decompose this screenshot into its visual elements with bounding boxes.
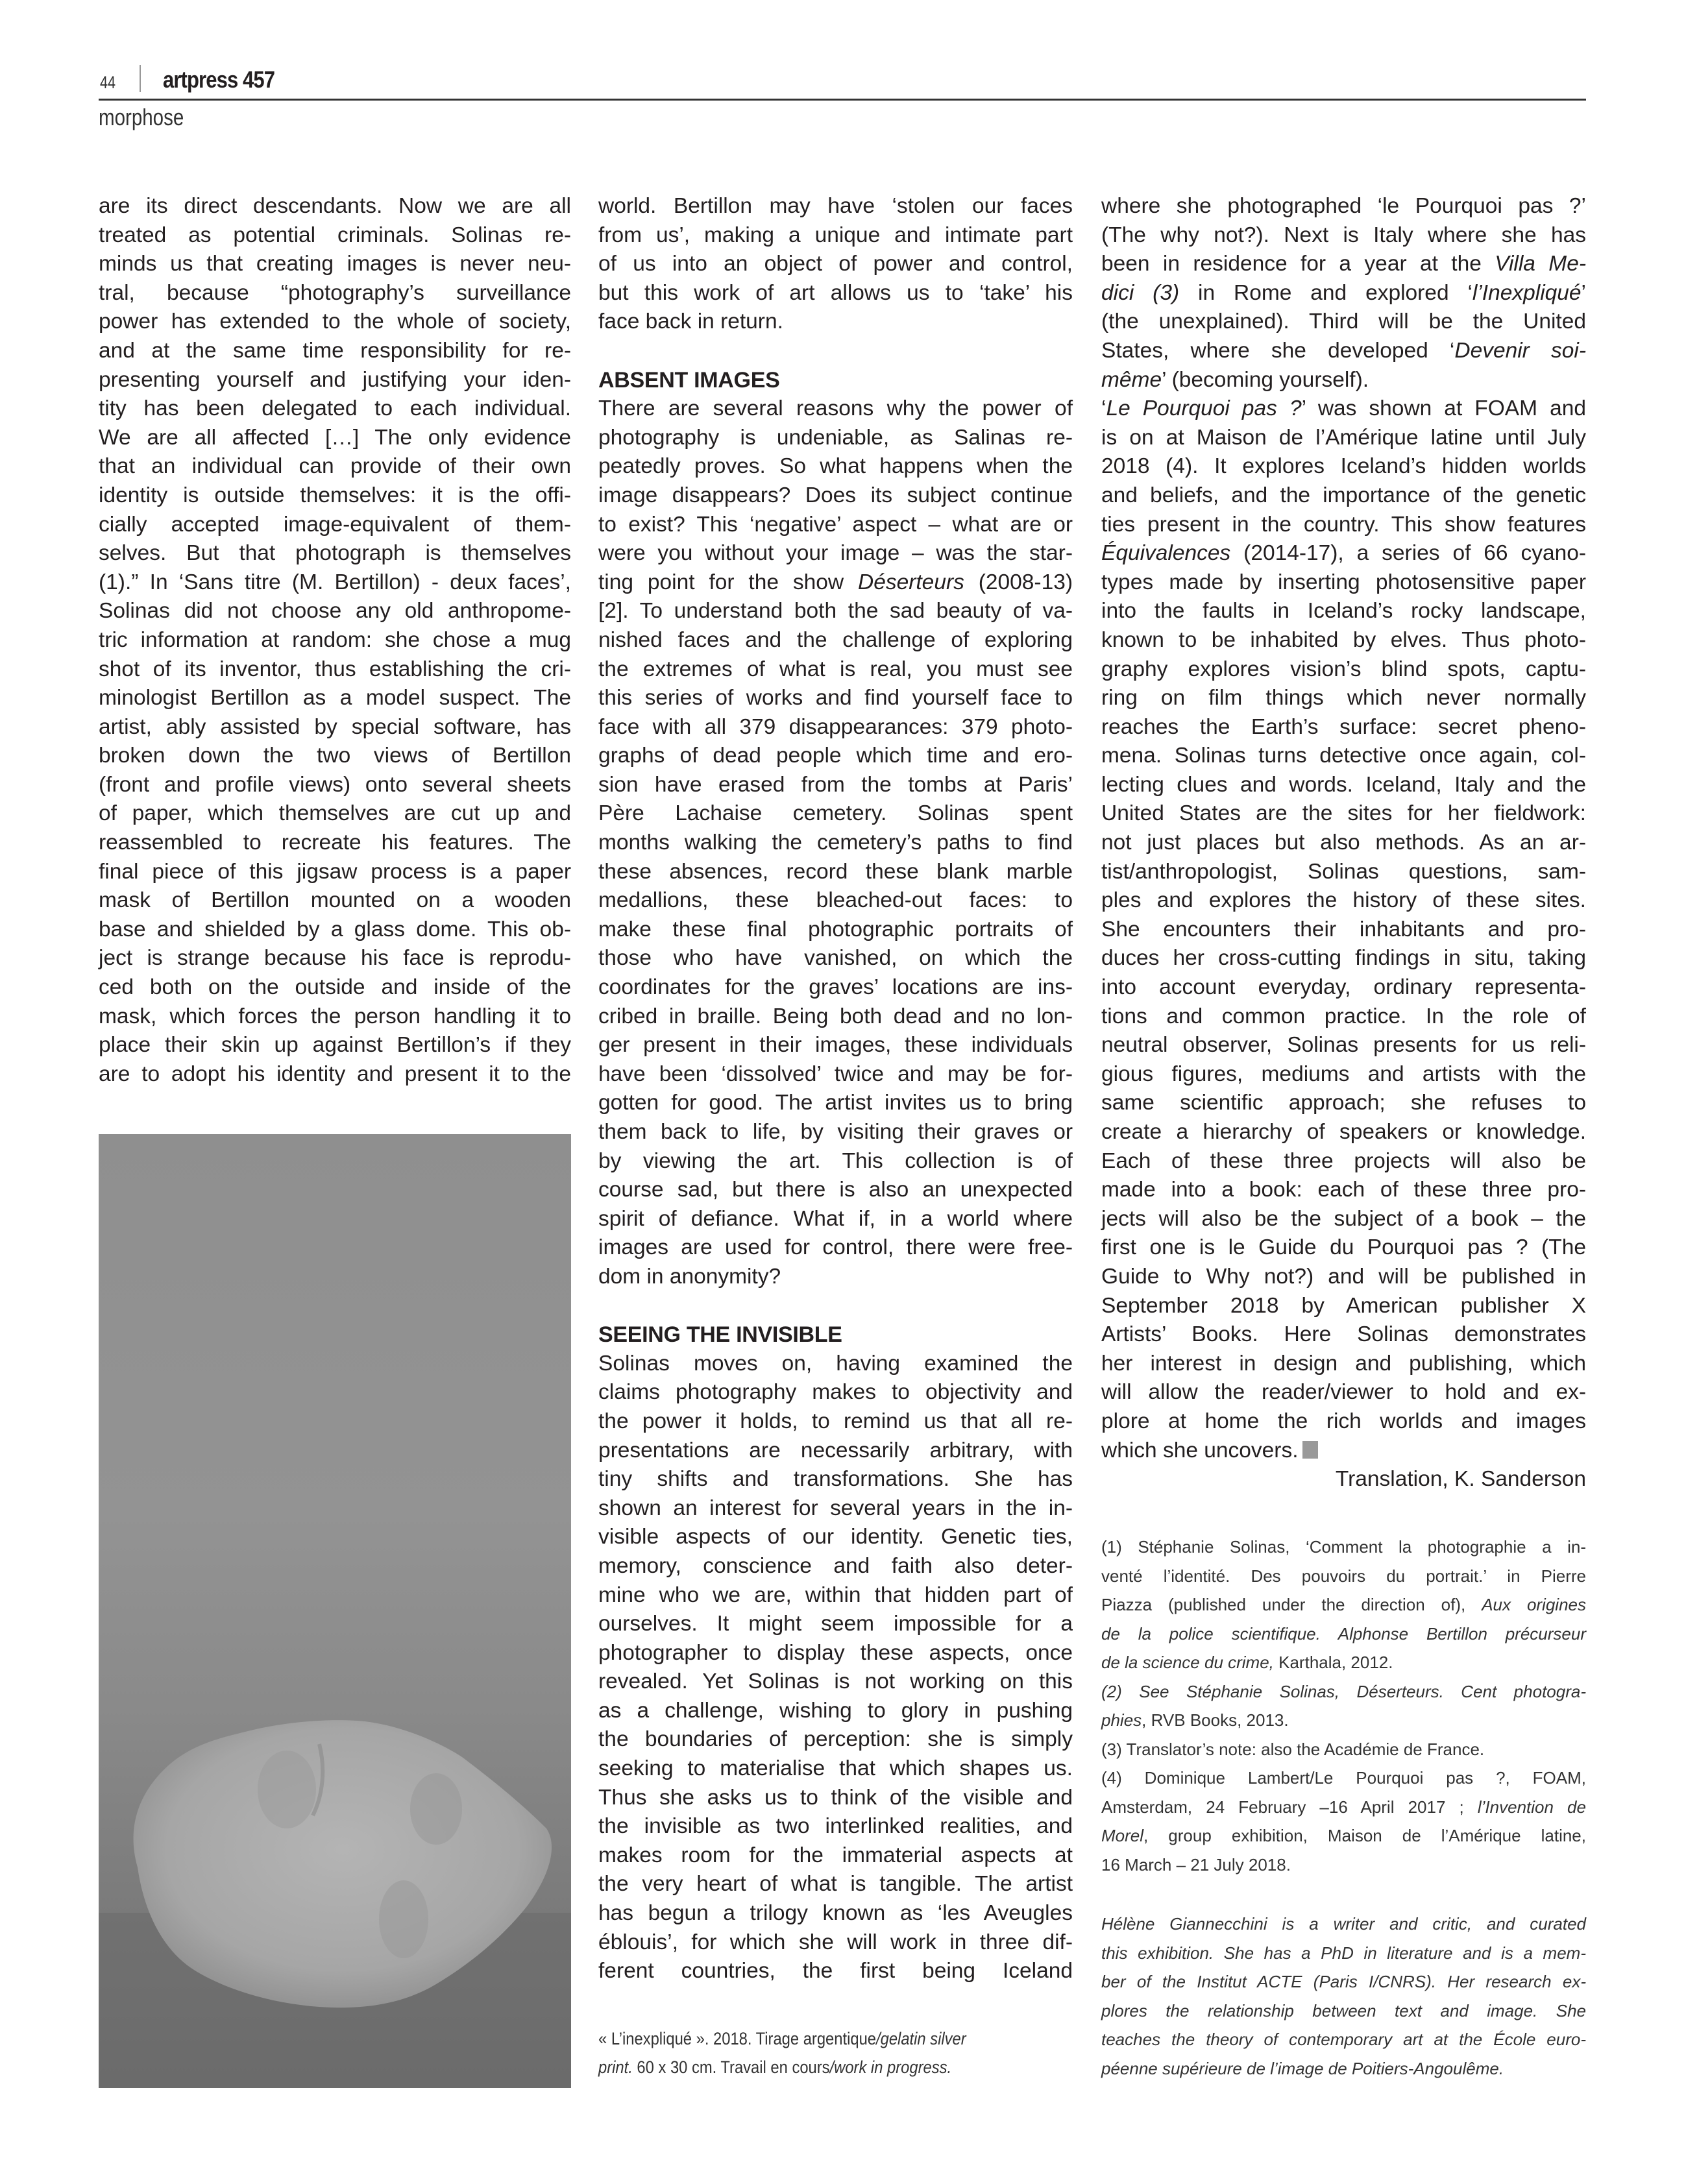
italic-devenir: Devenir soi- <box>1454 338 1586 363</box>
text-line: September 2018 by American publisher X <box>1101 1293 1586 1318</box>
text-line: graphs of dead people which time and ero- <box>598 744 1073 768</box>
text-line: this series of works and find yourself face to <box>598 686 1073 710</box>
text-line-deserteurs <box>598 568 1073 598</box>
text-line: There are several reasons why the power of <box>598 396 1073 421</box>
text-line: shown an interest for several years in the in- <box>598 1496 1073 1520</box>
text-span: ’ was shown at FOAM and <box>1301 396 1586 421</box>
column-1 <box>99 192 571 1089</box>
text-line: éblouis’, for which she will work in three dif- <box>598 1930 1073 1954</box>
italic-pourquoi-pas: Le Pourquoi pas ? <box>1106 396 1302 421</box>
text-line: of us into an object of power and control, <box>598 252 1073 276</box>
footnote-2 <box>1101 1677 1586 1706</box>
text-line <box>1101 539 1586 568</box>
caption-italic: /work in progress. <box>829 2057 952 2077</box>
text-line: tions and common practice. In the role of <box>1101 1004 1586 1028</box>
text-line: but this work of art allows us to ‘take’ his <box>598 280 1073 305</box>
text-line: selves. But that photograph is themselves <box>99 541 571 566</box>
italic-text: (2) See Stéphanie Solinas, Déserteurs. Cent photogra- <box>1101 1681 1586 1701</box>
text-line: minologist Bertillon as a model suspect. The <box>99 686 571 710</box>
text-line: ber of the Institut ACTE (Paris I/CNRS). Her research ex- <box>1101 1972 1586 1991</box>
text-line: (The why not?). Next is Italy where she has <box>1101 223 1586 247</box>
text-line: ject is strange because his face is reprodu- <box>99 946 571 971</box>
text-line: medallions, these bleached-out faces: to <box>598 888 1073 913</box>
text-line: artist, ably assisted by special software, has <box>99 714 571 739</box>
text-line: of paper, which themselves are cut up and <box>99 801 571 826</box>
italic-equivalences: Équivalences <box>1101 541 1231 566</box>
author-bio <box>1101 1910 1586 2083</box>
text-line: tral, because “photography’s surveillance <box>99 280 571 305</box>
text-span: , group exhibition, Maison de l’Amérique latine, <box>1143 1826 1586 1845</box>
magazine-title: artpress 457 <box>163 66 275 93</box>
text-line: this exhibition. She has a PhD in literature and is a mem- <box>1101 1943 1586 1963</box>
caption-title: « L’inexpliqué ». 2018. Tirage argentique <box>598 2029 877 2048</box>
text-line: types made by inserting photosensitive paper <box>1101 570 1586 594</box>
column-2 <box>598 192 1073 1986</box>
footnote-1: venté l’identité. Des pouvoirs du portrait.’ in Pierre <box>1101 1566 1586 1586</box>
text-line: péenne supérieure de l’image de Poitiers-Angoulême. <box>1101 2058 1504 2078</box>
text-line: ring on film things which never normally <box>1101 686 1586 710</box>
text-line: first one is le Guide du Pourquoi pas ? (The <box>1101 1235 1586 1260</box>
text-line: presentations are necessarily arbitrary, with <box>598 1438 1073 1462</box>
text-line <box>1101 394 1586 424</box>
text-span: ’ (becoming yourself). <box>1162 367 1369 392</box>
text-line: ferent countries, the first being Iceland <box>598 1959 1073 1984</box>
text-line-final <box>1101 1437 1586 1466</box>
text-line: photographer to display these aspects, once <box>598 1640 1073 1665</box>
absent-images-text-b <box>598 597 1073 1291</box>
text-line: Artists’ Books. Here Solinas demonstrates <box>1101 1322 1586 1347</box>
text-line: (1).” In ‘Sans titre (M. Bertillon) - deux faces’, <box>99 570 571 594</box>
text-line: seeking to materialise that which shapes us. <box>598 1756 1073 1781</box>
footnote-4 <box>1101 1821 1586 1850</box>
text-line: She encounters their inhabitants and pro- <box>1101 917 1586 941</box>
text-line: are its direct descendants. Now we are all <box>99 194 571 218</box>
text-line: cially accepted image-equivalent of them- <box>99 512 571 537</box>
text-line: graphy explores vision’s blind spots, captu- <box>1101 657 1586 681</box>
italic-text: phies <box>1101 1710 1142 1730</box>
text-line: tist/anthropologist, Solinas questions, sam- <box>1101 859 1586 884</box>
text-line: image disappears? Does its subject continue <box>598 483 1073 507</box>
text-line: into the faults in Iceland’s rocky landscape, <box>1101 599 1586 624</box>
text-line: Guide to Why not?) and will be published in <box>1101 1264 1586 1289</box>
text-line: course sad, but there is also an unexpected <box>598 1178 1073 1202</box>
text-line: treated as potential criminals. Solinas re- <box>99 223 571 247</box>
footnote-4: (4) Dominique Lambert/Le Pourquoi pas ?, FOAM, <box>1101 1768 1586 1788</box>
text-line: made into a book: each of these three pro- <box>1101 1178 1586 1202</box>
text-span: (2014-17), a series of 66 cyano- <box>1230 541 1586 566</box>
text-line: United States are the sites for her fieldwork: <box>1101 801 1586 826</box>
text-span: which she uncovers. <box>1101 1438 1299 1462</box>
text-line: are to adopt his identity and present it to the <box>99 1062 571 1086</box>
text-line: the boundaries of perception: she is simply <box>598 1727 1073 1752</box>
caption-line-1 <box>598 2024 1072 2053</box>
text-line: to exist? This ‘negative’ aspect – what are or <box>598 512 1073 537</box>
photo-caption <box>598 2024 1072 2081</box>
text-line: mask, which forces the person handling it to <box>99 1004 571 1028</box>
text-span: ’ <box>1581 280 1586 305</box>
text-line: ced both on the outside and inside of the <box>99 975 571 1000</box>
text-line: gious figures, mediums and artists with the <box>1101 1062 1586 1086</box>
text-line: memory, conscience and faith also deter- <box>598 1553 1073 1578</box>
caption-italic: print. <box>598 2057 633 2077</box>
running-header <box>99 64 1586 103</box>
text-line: photography is undeniable, as Salinas re- <box>598 425 1073 450</box>
text-line: Each of these three projects will also be <box>1101 1148 1586 1173</box>
text-span: Karthala, 2012. <box>1273 1653 1393 1672</box>
text-line: base and shielded by a glass dome. This ob- <box>99 917 571 941</box>
text-line: minds us that creating images is never neu- <box>99 252 571 276</box>
footnote-3: (3) Translator’s note: also the Académie de France. <box>1101 1739 1485 1759</box>
text-line: from us’, making a unique and intimate part <box>598 223 1073 247</box>
text-line: reaches the Earth’s surface: secret pheno- <box>1101 714 1586 739</box>
footnote-1: (1) Stéphanie Solinas, ‘Comment la photographie a in- <box>1101 1537 1586 1557</box>
text-line <box>1101 366 1586 395</box>
caption-text: 60 x 30 cm. Travail en cours <box>632 2057 830 2077</box>
text-span: , RVB Books, 2013. <box>1142 1710 1289 1730</box>
footnote-1 <box>1101 1648 1586 1677</box>
text-span: States, where she developed ‘ <box>1101 338 1455 363</box>
heading-seeing-the-invisible: SEEING THE INVISIBLE <box>598 1322 842 1348</box>
italic-meme: même <box>1101 367 1162 392</box>
text-line: coordinates for the graves’ locations are ins- <box>598 975 1073 1000</box>
text-line: same scientific approach; she refuses to <box>1101 1091 1586 1115</box>
italic-text: de la police scientifique. Alphonse Bertillon précurseur <box>1101 1623 1586 1644</box>
footnote-4 <box>1101 1793 1586 1822</box>
end-of-article-mark-icon <box>1302 1441 1318 1459</box>
text-line: 2018 (4). It explores Iceland’s hidden worlds <box>1101 454 1586 479</box>
text-line: images are used for control, there were free- <box>598 1235 1073 1260</box>
text-line: (the unexplained). Third will be the United <box>1101 309 1586 334</box>
text-line: visible aspects of our identity. Genetic ties, <box>598 1525 1073 1549</box>
column-2-intro <box>598 192 1073 337</box>
text-line: have been ‘dissolved’ twice and may be for- <box>598 1062 1073 1086</box>
italic-text: Aux origines <box>1482 1595 1586 1614</box>
text-line: claims photography makes to objectivity and <box>598 1380 1073 1405</box>
text-line: ples and explores the history of these sites. <box>1101 888 1586 913</box>
text-line: lecting clues and words. Iceland, Italy and the <box>1101 772 1586 797</box>
text-line: is on at Maison de l’Amérique latine until July <box>1101 425 1586 450</box>
text-line: her interest in design and publishing, which <box>1101 1351 1586 1376</box>
text-line: mine who we are, within that hidden part of <box>598 1583 1073 1607</box>
text-line: months walking the cemetery’s paths to find <box>598 831 1073 855</box>
text-line: Hélène Giannecchini is a writer and critic, and curated <box>1101 1914 1586 1934</box>
text-line: [2]. To understand both the sad beauty of va- <box>598 599 1073 624</box>
footnotes <box>1101 1533 1586 1879</box>
text-line: nished faces and the challenge of exploring <box>598 627 1073 652</box>
text-line: duces her cross-cutting findings in situ, taking <box>1101 946 1586 971</box>
text-line <box>1101 250 1586 279</box>
text-line: will allow the reader/viewer to hold and ex- <box>1101 1380 1586 1405</box>
text-line: that an individual can provide of their own <box>99 454 571 479</box>
text-line <box>1101 337 1586 366</box>
text-line: identity is outside themselves: it is the offi- <box>99 483 571 507</box>
text-line: these absences, record these blank marble <box>598 859 1073 884</box>
text-line: Thus she asks us to think of the visible and <box>598 1785 1073 1810</box>
seeing-invisible-text <box>598 1350 1073 1986</box>
text-span: Piazza (published under the direction of), <box>1101 1595 1482 1614</box>
text-line: (front and profile views) onto several sheets <box>99 772 571 797</box>
text-line: teaches the theory of contemporary art at the École euro- <box>1101 2030 1586 2049</box>
text-line: make these final photographic portraits of <box>598 917 1073 941</box>
caption-italic: /gelatin silver <box>876 2029 966 2048</box>
column-3-body <box>1101 568 1586 1437</box>
footnote-2 <box>1101 1706 1586 1735</box>
photograph-face-mask <box>99 1134 571 2088</box>
text-line: power has extended to the whole of society, <box>99 309 571 334</box>
text-line: those who have vanished, on which the <box>598 946 1073 971</box>
text-span: ‘ <box>1101 396 1106 421</box>
text-line: has begun a trilogy known as ‘les Aveugles <box>598 1901 1073 1926</box>
text-line: plores the relationship between text and image. She <box>1101 2000 1586 2020</box>
text-line: makes room for the immaterial aspects at <box>598 1843 1073 1867</box>
text-line: ger present in their images, these individuals <box>598 1033 1073 1058</box>
italic-text: Morel <box>1101 1826 1144 1845</box>
text-line: face back in return. <box>598 309 783 334</box>
face-mask-illustration <box>99 1134 571 2088</box>
italic-inexplique: l’Inexpliqué <box>1472 280 1582 305</box>
italic-villa-medici: Villa Me- <box>1495 252 1586 276</box>
italic-title-deserteurs: Déserteurs <box>858 570 964 594</box>
text-line: gotten for good. The artist invites us to bring <box>598 1091 1073 1115</box>
text-line: the invisible as two interlinked realities, and <box>598 1814 1073 1839</box>
text-line: the extremes of what is real, you must see <box>598 657 1073 681</box>
text-line: dom in anonymity? <box>598 1264 781 1289</box>
footnote-1 <box>1101 1590 1586 1620</box>
text-line: final piece of this jigsaw process is a paper <box>99 859 571 884</box>
text-line: sion have erased from the tombs at Paris’ <box>598 772 1073 797</box>
text-line: presenting yourself and justifying your iden- <box>99 367 571 392</box>
text-line: and beliefs, and the importance of the genetic <box>1101 483 1586 507</box>
text-line: as a challenge, wishing to glory in pushing <box>598 1698 1073 1723</box>
text-line: were you without your image – was the star- <box>598 541 1073 566</box>
text-line: shot of its inventor, thus establishing the cri- <box>99 657 571 681</box>
page-number: 44 <box>100 73 116 92</box>
footnote-4: 16 March – 21 July 2018. <box>1101 1854 1291 1875</box>
text-line: jects will also be the subject of a book – the <box>1101 1206 1586 1231</box>
text-line: known to be inhabited by elves. Thus photo- <box>1101 627 1586 652</box>
text-line: by viewing the art. This collection is of <box>598 1148 1073 1173</box>
text-line: Solinas moves on, having examined the <box>598 1351 1073 1376</box>
section-label: morphose <box>99 104 184 130</box>
text-line: neutral observer, Solinas presents for us reli- <box>1101 1033 1586 1058</box>
caption-line-2 <box>598 2053 1072 2081</box>
italic-text: dici (3) <box>1101 280 1180 305</box>
text-line: ties present in the country. This show features <box>1101 512 1586 537</box>
text-span: ting point for the show <box>598 570 859 594</box>
text-span: Amsterdam, 24 February –16 April 2017 ; <box>1101 1797 1478 1817</box>
column-3 <box>1101 192 1586 1494</box>
text-line: face with all 379 disappearances: 379 photo- <box>598 714 1073 739</box>
text-line: create a hierarchy of speakers or knowledge. <box>1101 1120 1586 1144</box>
text-line: tric information at random: she chose a mug <box>99 627 571 652</box>
header-separator <box>140 65 141 92</box>
text-line: where she photographed ‘le Pourquoi pas ?’ <box>1101 194 1586 218</box>
italic-text: l’Invention de <box>1477 1797 1586 1817</box>
footnote-1 <box>1101 1620 1586 1649</box>
text-line: ourselves. It might seem impossible for a <box>598 1612 1073 1636</box>
text-line: and at the same time responsibility for re- <box>99 338 571 363</box>
text-line: not just places but also methods. As an ar- <box>1101 831 1586 855</box>
header-rule <box>99 99 1586 101</box>
text-span: in Rome and explored ‘ <box>1179 280 1472 305</box>
text-line: plore at home the rich worlds and images <box>1101 1409 1586 1433</box>
text-line: them back to life, by visiting their graves or <box>598 1120 1073 1144</box>
text-line: cribed in braille. Being both dead and no lon- <box>598 1004 1073 1028</box>
text-line: the power it holds, to remind us that all re- <box>598 1409 1073 1433</box>
text-line: the very heart of what is tangible. The artist <box>598 1872 1073 1897</box>
text-line: world. Bertillon may have ‘stolen our faces <box>598 194 1073 218</box>
text-line: into account everyday, ordinary representa- <box>1101 975 1586 1000</box>
text-line: reassembled to recreate his features. The <box>99 831 571 855</box>
italic-text: de la science du crime, <box>1101 1653 1274 1672</box>
text-line: Solinas did not choose any old anthropome- <box>99 599 571 624</box>
text-line: tiny shifts and transformations. She has <box>598 1467 1073 1492</box>
text-line: revealed. Yet Solinas is not working on this <box>598 1669 1073 1694</box>
text-line: We are all affected […] The only evidence <box>99 425 571 450</box>
text-line: mask of Bertillon mounted on a wooden <box>99 888 571 913</box>
text-line: broken down the two views of Bertillon <box>99 744 571 768</box>
text-line: tity has been delegated to each individual. <box>99 396 571 421</box>
text-span: (2008-13) <box>964 570 1073 594</box>
heading-absent-images: ABSENT IMAGES <box>598 367 780 393</box>
absent-images-text-a <box>598 394 1073 568</box>
translation-credit: Translation, K. Sanderson <box>1335 1467 1586 1492</box>
text-line <box>1101 279 1586 308</box>
text-line: place their skin up against Bertillon’s if they <box>99 1033 571 1058</box>
text-line: mena. Solinas turns detective once again, col- <box>1101 744 1586 768</box>
text-line: spirit of defiance. What if, in a world where <box>598 1206 1073 1231</box>
text-line: Père Lachaise cemetery. Solinas spent <box>598 801 1073 826</box>
text-span: been in residence for a year at the <box>1101 252 1495 276</box>
text-line: peatedly proves. So what happens when the <box>598 454 1073 479</box>
